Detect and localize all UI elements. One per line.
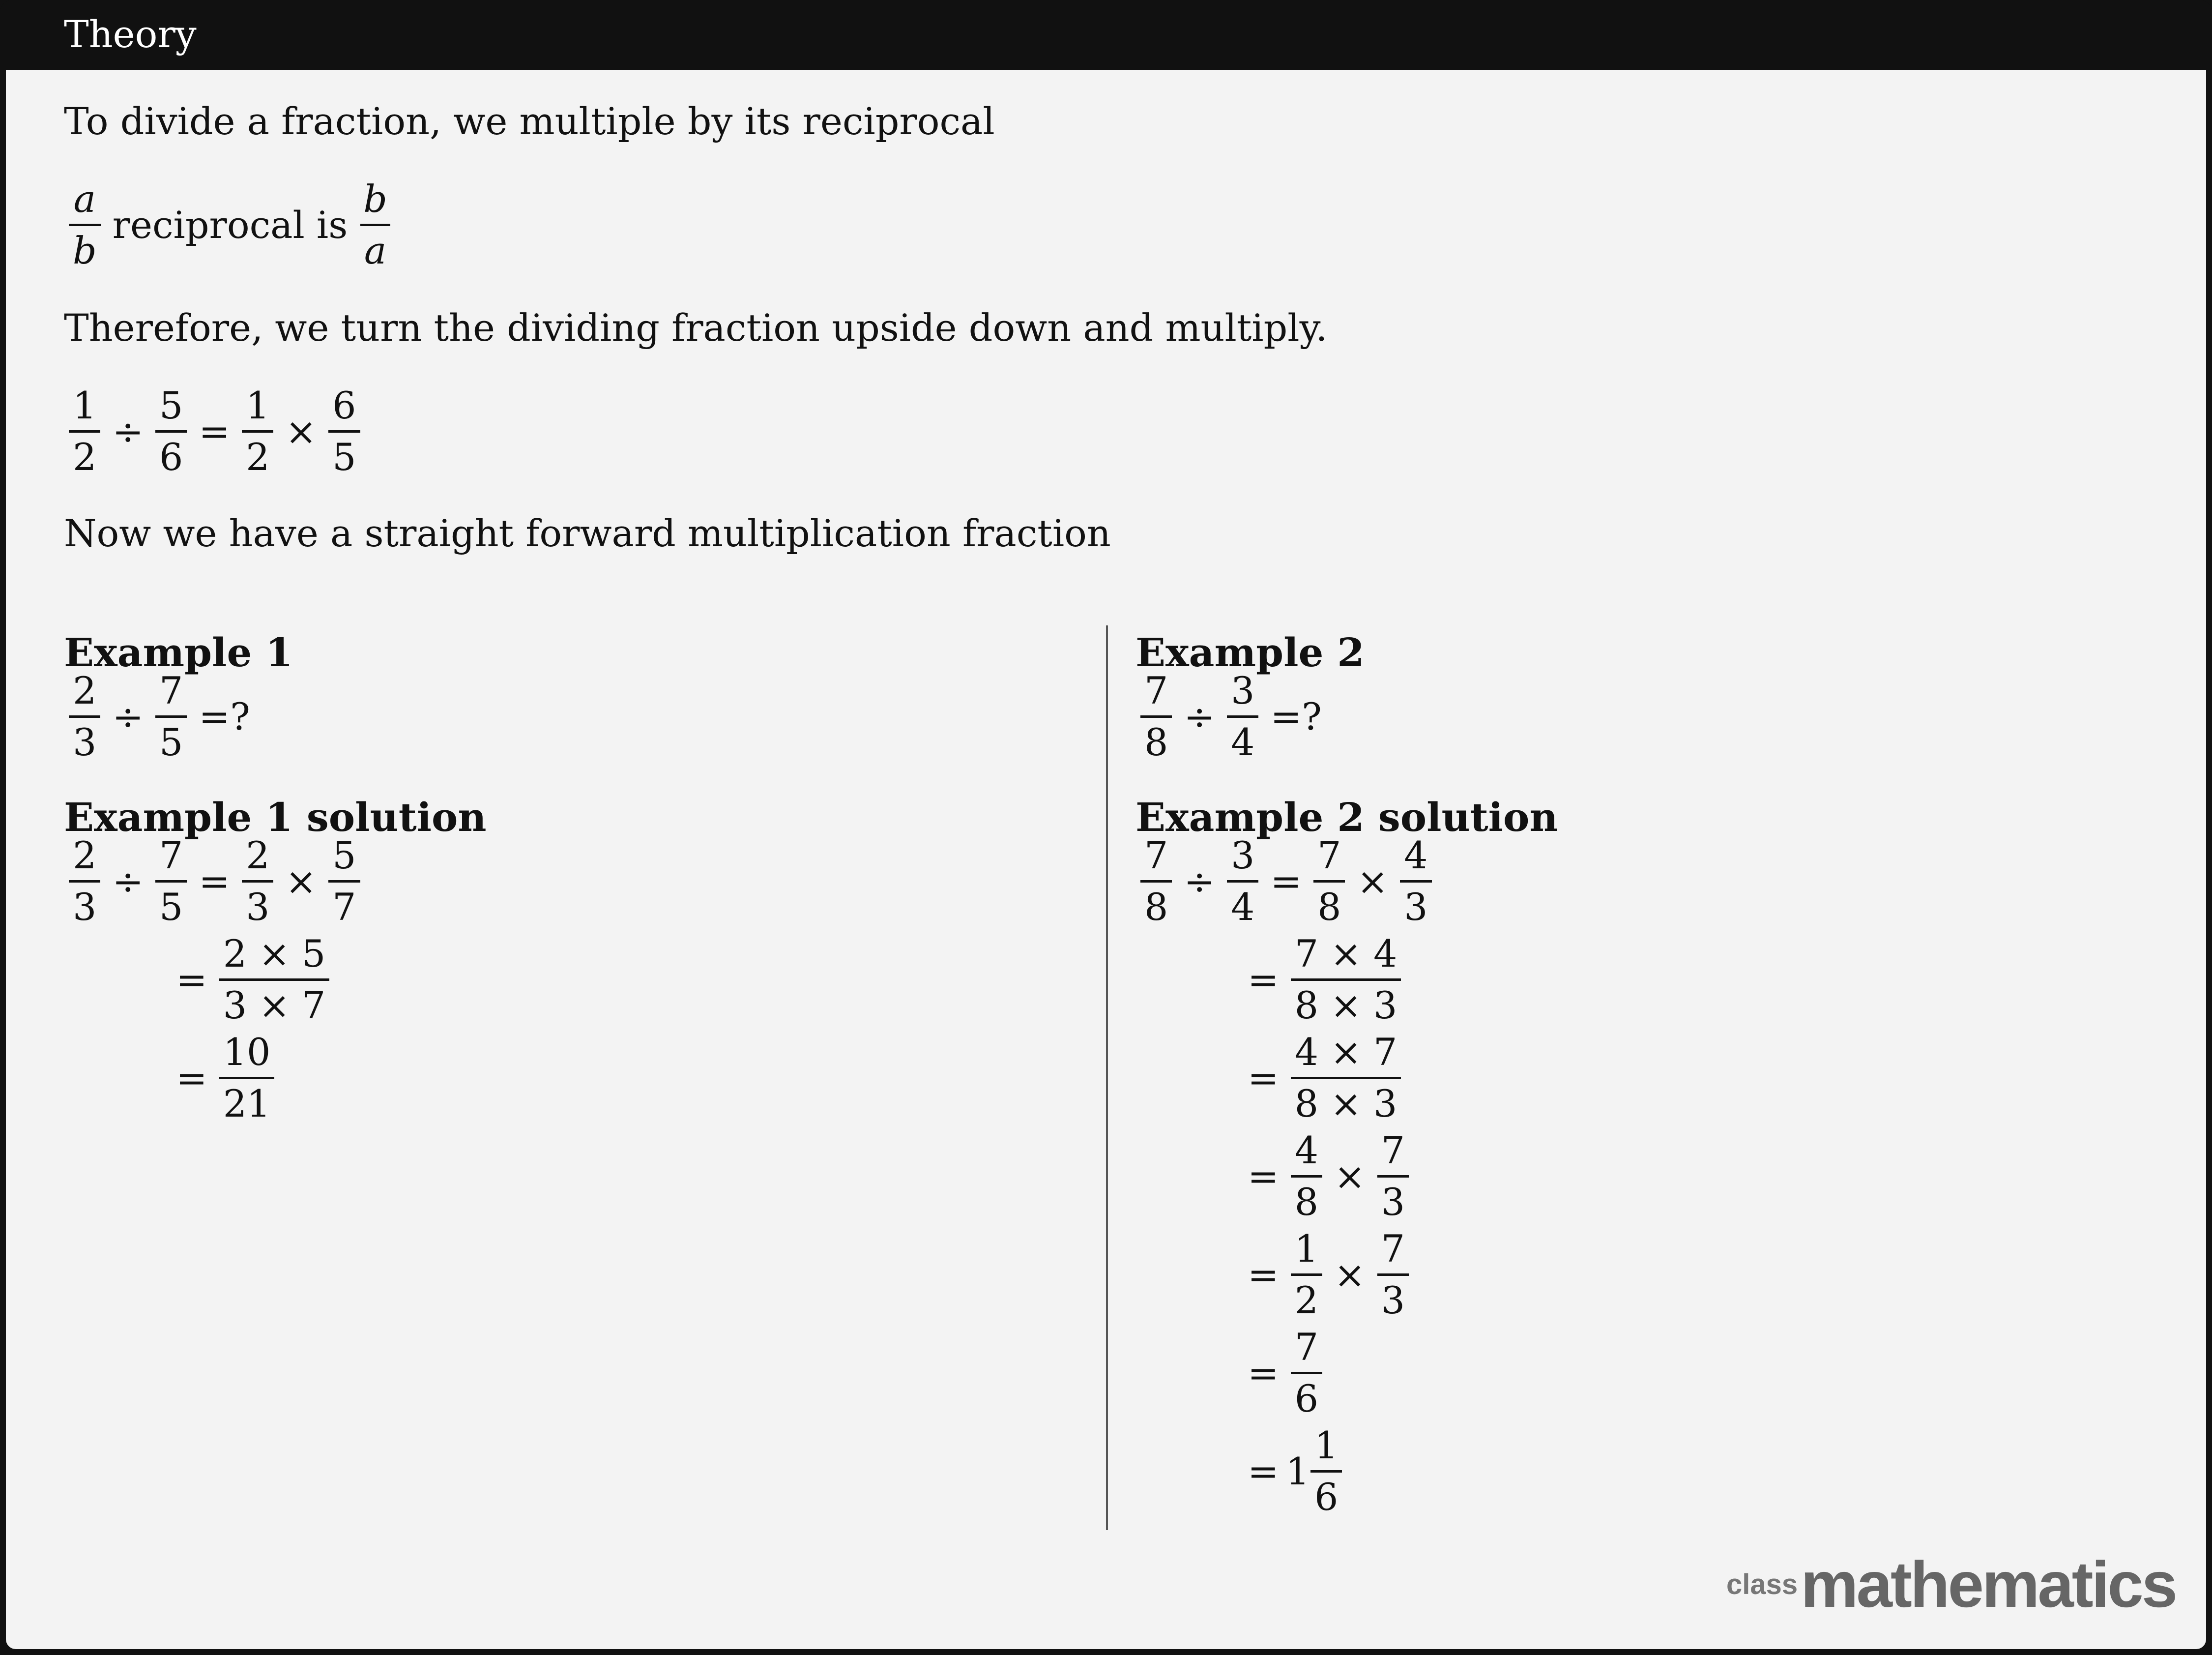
page-title: Theory — [64, 12, 197, 56]
example-2-problem: $\frac{7}{8}$ ÷ $\frac{3}{4}$ =? — [1135, 672, 1329, 761]
example-2-step-6: = $\frac{7}{6}$ — [1241, 1329, 1327, 1418]
column-divider — [1106, 625, 1108, 1530]
example-2-step-5: = $\frac{1}{2}$ × $\frac{7}{3}$ — [1241, 1230, 1414, 1319]
example-2-heading: Example 2 — [1135, 629, 1365, 676]
example-2-step-1: $\frac{7}{8}$ ÷ $\frac{3}{4}$ = $\frac{7}{8}$ × $\frac{4}{3}$ — [1135, 837, 1437, 926]
theory-line-3: Now we have a straight forward multiplication fraction — [64, 511, 1111, 555]
reciprocal-definition — [64, 177, 396, 272]
fraction-a-over-b: $\frac{a}{b}$ — [69, 180, 101, 269]
example-2-solution-heading: Example 2 solution — [1135, 794, 1558, 840]
example-1-step-2: = $\frac{2 \times 5}{3 \times 7}$ — [169, 935, 334, 1024]
theory-line-1: To divide a fraction, we multiple by its reciprocal — [64, 99, 995, 143]
reciprocal-text: reciprocal is — [112, 203, 348, 247]
example-2-step-7: = 1 $\frac{1}{6}$ — [1241, 1427, 1347, 1516]
example-2-step-4: = $\frac{4}{8}$ × $\frac{7}{3}$ — [1241, 1132, 1414, 1221]
example-1-heading: Example 1 — [64, 629, 293, 676]
example-2-step-3: = $\frac{4 \times 7}{8 \times 3}$ — [1241, 1034, 1406, 1123]
example-1-step-3: = $\frac{10}{21}$ — [169, 1034, 279, 1123]
example-1-step-1: $\frac{2}{3}$ ÷ $\frac{7}{5}$ = $\frac{2}{3}$ × $\frac{5}{7}$ — [64, 837, 365, 926]
header-bar — [0, 0, 2212, 70]
theory-line-2: Therefore, we turn the dividing fraction upside down and multiply. — [64, 306, 1328, 350]
example-2-step-2: = $\frac{7 \times 4}{8 \times 3}$ — [1241, 935, 1406, 1024]
content-panel — [6, 70, 2206, 1649]
example-1-problem: $\frac{2}{3}$ ÷ $\frac{7}{5}$ =? — [64, 672, 257, 761]
example-1-solution-heading: Example 1 solution — [64, 794, 487, 840]
fraction-b-over-a: $\frac{b}{a}$ — [359, 180, 391, 269]
theory-example-equation: $\frac{1}{2}$ ÷ $\frac{5}{6}$ = $\frac{1}{2}$ × $\frac{6}{5}$ — [64, 387, 365, 476]
class-mathematics-logo: class mathematics — [1726, 1548, 2176, 1621]
